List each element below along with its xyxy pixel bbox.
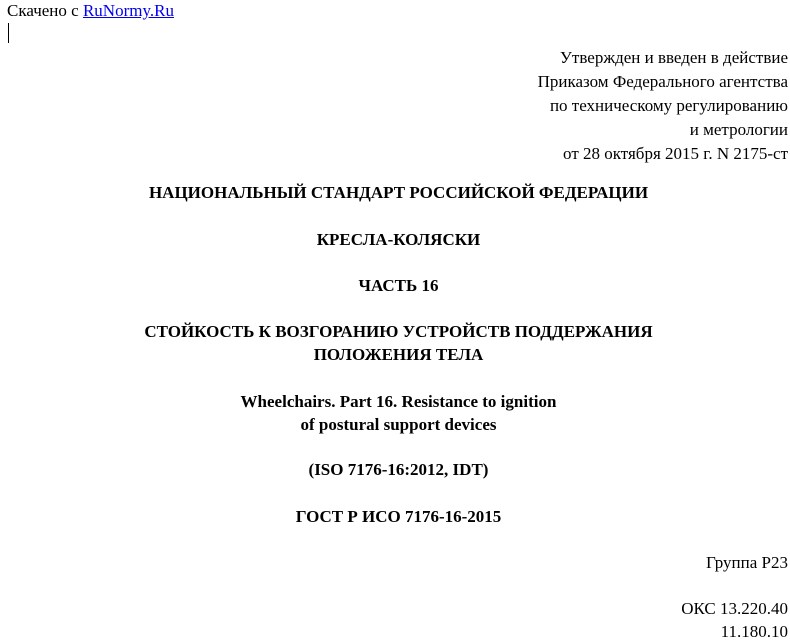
oks-line: 11.180.10 [720, 622, 788, 641]
source-prefix: Скачено с [7, 1, 79, 20]
approval-line: и метрологии [689, 120, 788, 139]
english-title-line: of postural support devices [300, 415, 497, 434]
approval-line: по техническому регулированию [549, 96, 788, 115]
subject-title-line: СТОЙКОСТЬ К ВОЗГОРАНИЮ УСТРОЙСТВ ПОДДЕРЖАНИЯ [144, 322, 653, 341]
english-title-line: Wheelchairs. Part 16. Resistance to ignition [240, 392, 557, 411]
oks-codes [681, 597, 788, 643]
approval-line: Приказом Федерального агентства [537, 72, 788, 91]
text-cursor [8, 23, 9, 43]
gost-code: ГОСТ Р ИСО 7176-16-2015 [295, 507, 502, 526]
standard-title: НАЦИОНАЛЬНЫЙ СТАНДАРТ РОССИЙСКОЙ ФЕДЕРАЦИИ [148, 183, 649, 202]
oks-line: ОКС 13.220.40 [681, 599, 788, 618]
subject-title [0, 320, 790, 366]
approval-line: Утвержден и введен в действие [559, 48, 788, 67]
english-title [0, 390, 790, 436]
approval-line: от 28 октября 2015 г. N 2175-ст [563, 144, 788, 163]
group-code: Группа Р23 [706, 553, 788, 572]
iso-reference: (ISO 7176-16:2012, IDT) [308, 460, 489, 479]
product-title: КРЕСЛА-КОЛЯСКИ [316, 230, 481, 249]
source-attribution [7, 1, 174, 21]
source-link[interactable]: RuNormy.Ru [82, 1, 174, 20]
subject-title-line: ПОЛОЖЕНИЯ ТЕЛА [313, 345, 484, 364]
part-title: ЧАСТЬ 16 [358, 276, 439, 295]
approval-block [538, 46, 788, 166]
